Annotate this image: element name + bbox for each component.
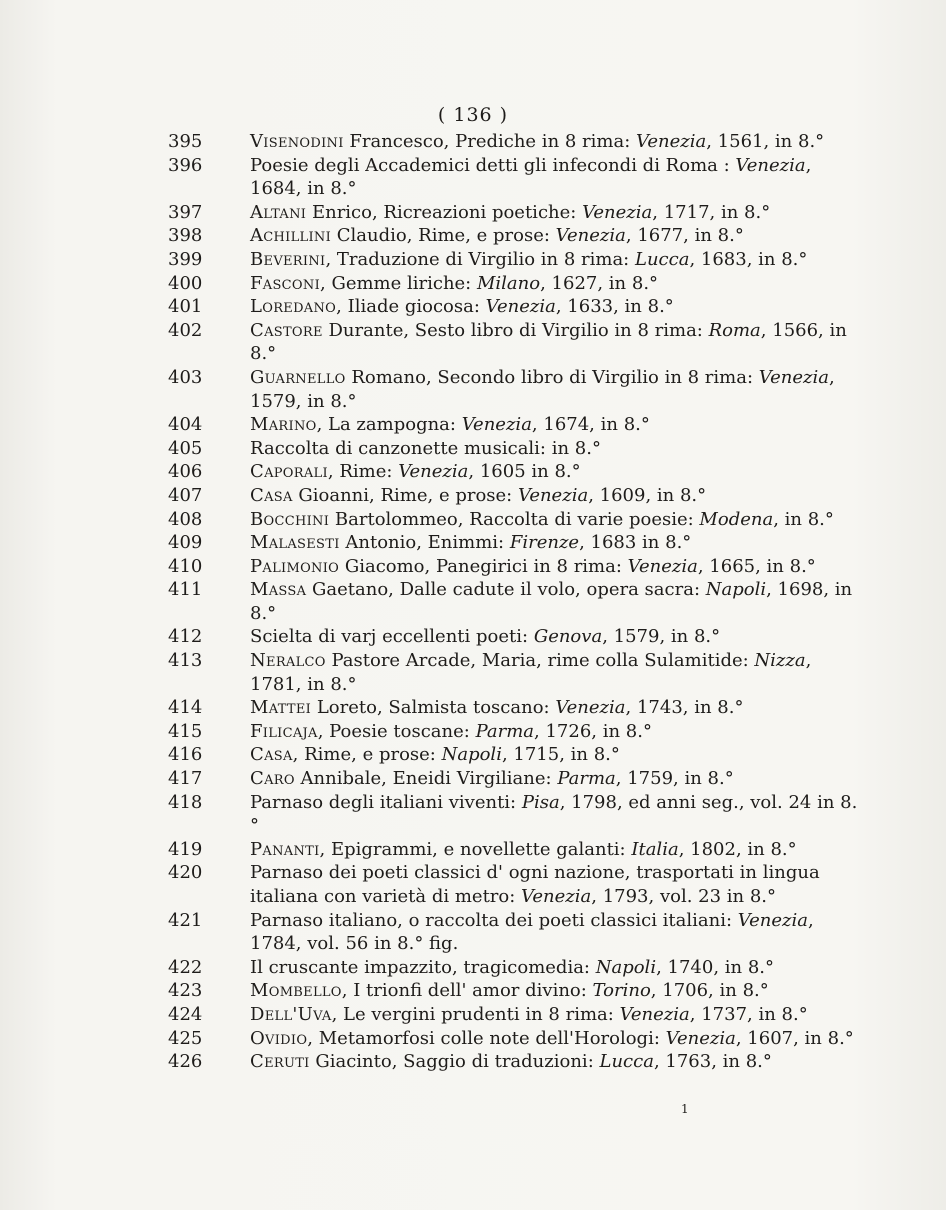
entry-author: Casa bbox=[250, 744, 293, 766]
entry-imprint: , 1665, in 8.° bbox=[697, 555, 816, 577]
catalog-entry bbox=[168, 248, 858, 272]
entry-body bbox=[250, 862, 820, 907]
entry-title: Durante, Sesto libro di Virgilio in 8 rima: bbox=[322, 319, 709, 341]
entry-title: Loreto, Salmista toscano: bbox=[311, 697, 556, 719]
entry-author: Dell'Uva bbox=[250, 1003, 332, 1025]
entry-title: , Rime, e prose: bbox=[292, 744, 442, 766]
entry-number: 420 bbox=[168, 862, 203, 884]
entry-title: Raccolta di canzonette musicali: bbox=[250, 437, 552, 459]
entry-body bbox=[250, 131, 824, 152]
entry-imprint: , 1698, in 8.° bbox=[250, 579, 853, 624]
entry-title: Enrico, Ricreazioni poetiche: bbox=[306, 201, 583, 223]
catalog-entry bbox=[168, 366, 858, 413]
entry-number: 399 bbox=[168, 248, 203, 270]
entry-title: Gioanni, Rime, e prose: bbox=[292, 484, 518, 506]
entry-number: 396 bbox=[168, 154, 203, 176]
entry-imprint: in 8.° bbox=[551, 437, 601, 459]
entry-author: Pananti bbox=[250, 838, 320, 860]
catalog-entry bbox=[168, 437, 858, 461]
entry-place: Napoli bbox=[705, 579, 767, 601]
entry-place: Venezia bbox=[737, 909, 808, 931]
entry-place: Venezia bbox=[485, 296, 556, 318]
entry-imprint: , 1743, in 8.° bbox=[625, 697, 744, 719]
entry-number: 422 bbox=[168, 956, 203, 978]
entry-imprint: , 1627, in 8.° bbox=[540, 272, 659, 294]
entry-author: Fasconi bbox=[250, 272, 320, 294]
entry-imprint: , 1759, in 8.° bbox=[615, 768, 734, 790]
catalog-entry bbox=[168, 696, 858, 720]
entry-title: , La zampogna: bbox=[316, 414, 462, 436]
entry-place: Venezia bbox=[555, 225, 626, 247]
entry-number: 419 bbox=[168, 838, 203, 860]
entry-title: , Poesie toscane: bbox=[317, 720, 476, 742]
entry-place: Parma bbox=[475, 720, 535, 742]
entry-title: Il cruscante impazzito, tragicomedia: bbox=[250, 956, 596, 978]
catalog-entry bbox=[168, 767, 858, 791]
entry-place: Venezia bbox=[461, 414, 532, 436]
entry-imprint: , 1677, in 8.° bbox=[625, 225, 744, 247]
entry-number: 401 bbox=[168, 296, 203, 318]
catalog-entry bbox=[168, 861, 858, 908]
entry-place: Napoli bbox=[441, 744, 502, 766]
entry-body bbox=[250, 532, 691, 553]
entry-place: Nizza bbox=[754, 650, 806, 672]
entry-title: Romano, Secondo libro di Virgilio in 8 rima: bbox=[345, 366, 759, 388]
entry-body bbox=[250, 697, 743, 718]
catalog-entry bbox=[168, 319, 858, 366]
entry-author: Filicaja bbox=[250, 720, 318, 742]
entry-author: Achillini bbox=[250, 225, 332, 247]
entry-place: Venezia bbox=[665, 1027, 736, 1049]
entry-number: 423 bbox=[168, 980, 203, 1002]
entry-title: Annibale, Eneidi Virgiliane: bbox=[294, 768, 558, 790]
entry-place: Torino bbox=[592, 980, 651, 1002]
entry-place: Modena bbox=[699, 508, 774, 530]
entry-imprint: , 1674, in 8.° bbox=[531, 414, 650, 436]
entry-imprint: , 1763, in 8.° bbox=[653, 1051, 772, 1073]
catalog-entry bbox=[168, 154, 858, 201]
entry-number: 407 bbox=[168, 484, 203, 506]
entry-imprint: , 1561, in 8.° bbox=[706, 131, 825, 152]
entry-body bbox=[250, 296, 674, 317]
entry-title: Parnaso degli italiani viventi: bbox=[250, 791, 522, 813]
entry-number: 413 bbox=[168, 650, 203, 672]
entry-title: Parnaso italiano, o raccolta dei poeti classici italiani: bbox=[250, 909, 738, 931]
entry-imprint: , 1633, in 8.° bbox=[555, 296, 674, 318]
entry-body bbox=[250, 225, 744, 246]
entry-body bbox=[250, 792, 857, 837]
entry-body bbox=[250, 320, 847, 365]
catalog-entries bbox=[168, 130, 858, 1074]
entry-imprint: , 1605 in 8.° bbox=[468, 461, 581, 483]
entry-author: Mombello bbox=[250, 980, 342, 1002]
entry-title: Giacinto, Saggio di traduzioni: bbox=[309, 1051, 600, 1073]
entry-author: Visenodini bbox=[250, 131, 344, 152]
entry-number: 415 bbox=[168, 720, 203, 742]
entry-place: Venezia bbox=[398, 461, 469, 483]
entry-author: Marino bbox=[250, 414, 317, 436]
entry-place: Venezia bbox=[758, 366, 829, 388]
catalog-entry bbox=[168, 460, 858, 484]
catalog-entry bbox=[168, 720, 858, 744]
entry-imprint: , 1579, in 8.° bbox=[250, 366, 835, 412]
catalog-entry bbox=[168, 272, 858, 296]
entry-number: 405 bbox=[168, 437, 203, 459]
entry-place: Venezia bbox=[735, 154, 806, 176]
entry-number: 418 bbox=[168, 791, 203, 813]
entry-title: Gaetano, Dalle cadute il volo, opera sacra: bbox=[306, 579, 706, 601]
entry-author: Altani bbox=[250, 201, 307, 223]
entry-title: Scielta di varj eccellenti poeti: bbox=[250, 626, 534, 648]
catalog-entry bbox=[168, 979, 858, 1003]
entry-imprint: , 1726, in 8.° bbox=[534, 720, 652, 742]
entry-number: 397 bbox=[168, 201, 203, 223]
entry-body bbox=[250, 273, 658, 294]
entry-imprint: , 1781, in 8.° bbox=[250, 650, 812, 695]
entry-body bbox=[250, 626, 720, 647]
entry-title: Claudio, Rime, e prose: bbox=[331, 225, 556, 247]
entry-body bbox=[250, 438, 601, 459]
entry-body bbox=[250, 721, 652, 742]
entry-author: Ceruti bbox=[250, 1051, 310, 1073]
entry-title: Pastore Arcade, Maria, rime colla Sulamitide: bbox=[325, 650, 755, 672]
entry-title: , Gemme liriche: bbox=[320, 272, 477, 294]
entry-body bbox=[250, 202, 770, 223]
catalog-entry bbox=[168, 956, 858, 980]
entry-number: 416 bbox=[168, 744, 203, 766]
entry-number: 400 bbox=[168, 272, 203, 294]
entry-imprint: , 1566, in 8.° bbox=[250, 319, 847, 365]
catalog-entry bbox=[168, 295, 858, 319]
entry-body bbox=[250, 768, 734, 789]
entry-imprint: , 1798, ed anni seg., vol. 24 in 8.° bbox=[250, 791, 858, 837]
entry-imprint: , 1802, in 8.° bbox=[678, 838, 797, 860]
catalog-entry bbox=[168, 555, 858, 579]
entry-imprint: , 1740, in 8.° bbox=[656, 956, 775, 978]
entry-number: 410 bbox=[168, 555, 203, 577]
entry-title: Francesco, Prediche in 8 rima: bbox=[343, 131, 636, 152]
catalog-entry bbox=[168, 130, 858, 154]
catalog-entry bbox=[168, 909, 858, 956]
catalog-entry bbox=[168, 508, 858, 532]
entry-place: Parma bbox=[557, 768, 616, 790]
entry-place: Venezia bbox=[555, 697, 626, 719]
catalog-entry bbox=[168, 1027, 858, 1051]
entry-author: Massa bbox=[250, 579, 307, 601]
entry-imprint: , 1579, in 8.° bbox=[602, 626, 721, 648]
entry-place: Milano bbox=[476, 272, 541, 294]
entry-place: Venezia bbox=[627, 555, 698, 577]
entry-place: Firenze bbox=[509, 532, 580, 554]
entry-author: Ovidio bbox=[250, 1027, 308, 1049]
entry-number: 412 bbox=[168, 626, 203, 648]
page-number: ( 136 ) bbox=[437, 104, 509, 126]
entry-imprint: , 1706, in 8.° bbox=[650, 980, 769, 1002]
entry-body bbox=[250, 1004, 808, 1025]
catalog-entry bbox=[168, 531, 858, 555]
entry-imprint: , 1715, in 8.° bbox=[501, 744, 620, 766]
entry-body bbox=[250, 1051, 772, 1072]
entry-body bbox=[250, 910, 814, 955]
entry-place: Venezia bbox=[636, 131, 707, 152]
entry-imprint: , 1683 in 8.° bbox=[579, 532, 692, 554]
entry-imprint: , 1683, in 8.° bbox=[689, 248, 808, 270]
entry-author: Beverini bbox=[250, 248, 326, 270]
entry-title: Giacomo, Panegirici in 8 rima: bbox=[339, 555, 628, 577]
entry-title: , Epigrammi, e novellette galanti: bbox=[319, 838, 632, 860]
entry-author: Bocchini bbox=[250, 508, 330, 530]
entry-number: 411 bbox=[168, 579, 203, 601]
entry-imprint: , 1793, vol. 23 in 8.° bbox=[591, 886, 777, 907]
entry-place: Lucca bbox=[599, 1051, 654, 1073]
catalog-entry bbox=[168, 201, 858, 225]
entry-body bbox=[250, 980, 769, 1001]
entry-body bbox=[250, 155, 811, 200]
entry-number: 398 bbox=[168, 225, 203, 247]
entry-number: 406 bbox=[168, 461, 203, 483]
entry-place: Italia bbox=[631, 838, 679, 860]
entry-body bbox=[250, 744, 620, 765]
entry-author: Caro bbox=[250, 768, 295, 790]
entry-imprint: , 1737, in 8.° bbox=[689, 1003, 808, 1025]
entry-title: , Le vergini prudenti in 8 rima: bbox=[331, 1003, 620, 1025]
catalog-entry bbox=[168, 484, 858, 508]
catalog-entry bbox=[168, 625, 858, 649]
entry-title: Parnaso dei poeti classici d' ogni nazione, trasportati in lingua italiana con varietà di metro: bbox=[250, 862, 820, 907]
entry-place: Napoli bbox=[595, 956, 657, 978]
entry-place: Pisa bbox=[521, 791, 560, 813]
entry-body bbox=[250, 485, 706, 506]
entry-number: 408 bbox=[168, 508, 203, 530]
entry-place: Venezia bbox=[619, 1003, 690, 1025]
entry-imprint: , 1609, in 8.° bbox=[588, 484, 707, 506]
entry-number: 417 bbox=[168, 768, 203, 790]
entry-imprint: , in 8.° bbox=[773, 508, 834, 530]
entry-title: Antonio, Enimmi: bbox=[339, 532, 510, 554]
entry-place: Roma bbox=[708, 319, 761, 341]
entry-number: 402 bbox=[168, 319, 203, 341]
entry-author: Palimonio bbox=[250, 555, 340, 577]
entry-place: Venezia bbox=[582, 201, 653, 223]
entry-number: 409 bbox=[168, 532, 203, 554]
catalog-entry bbox=[168, 1050, 858, 1074]
entry-place: Genova bbox=[533, 626, 603, 648]
entry-body bbox=[250, 414, 650, 435]
entry-number: 404 bbox=[168, 414, 203, 436]
entry-author: Mattei bbox=[250, 697, 312, 719]
entry-number: 426 bbox=[168, 1051, 203, 1073]
entry-author: Neralco bbox=[250, 650, 326, 672]
entry-imprint: , 1607, in 8.° bbox=[735, 1027, 854, 1049]
entry-title: , Metamorfosi colle note dell'Horologi: bbox=[307, 1027, 666, 1049]
entry-imprint: , 1784, vol. 56 in 8.° fig. bbox=[250, 909, 814, 955]
entry-number: 424 bbox=[168, 1003, 203, 1025]
entry-author: Loredano bbox=[250, 296, 337, 318]
entry-title: , Iliade giocosa: bbox=[336, 296, 486, 318]
entry-number: 403 bbox=[168, 366, 203, 388]
entry-number: 425 bbox=[168, 1027, 203, 1049]
entry-body bbox=[250, 556, 816, 577]
entry-title: Bartolommeo, Raccolta di varie poesie: bbox=[329, 508, 700, 530]
entry-number: 395 bbox=[168, 131, 203, 152]
entry-author: Casa bbox=[250, 484, 293, 506]
entry-author: Castore bbox=[250, 319, 323, 341]
entry-body bbox=[250, 461, 581, 482]
entry-body bbox=[250, 509, 834, 530]
catalog-entry bbox=[168, 649, 858, 696]
catalog-entry bbox=[168, 224, 858, 248]
entry-author: Malasesti bbox=[250, 532, 340, 554]
catalog-entry bbox=[168, 1003, 858, 1027]
entry-title: Poesie degli Accademici detti gli infecondi di Roma : bbox=[250, 154, 736, 176]
entry-author: Guarnello bbox=[250, 366, 346, 388]
entry-place: Venezia bbox=[521, 886, 592, 907]
catalog-entry bbox=[168, 743, 858, 767]
entry-body bbox=[250, 367, 835, 412]
entry-body bbox=[250, 650, 811, 695]
entry-title: , Traduzione di Virgilio in 8 rima: bbox=[325, 248, 635, 270]
entry-title: , Rime: bbox=[327, 461, 399, 483]
catalog-entry bbox=[168, 791, 858, 838]
entry-body bbox=[250, 839, 797, 860]
entry-place: Venezia bbox=[517, 484, 589, 506]
entry-author: Caporali bbox=[250, 461, 328, 483]
footer-mark: 1 bbox=[681, 1102, 689, 1116]
entry-place: Lucca bbox=[634, 248, 690, 270]
entry-body bbox=[250, 957, 774, 978]
catalog-entry bbox=[168, 413, 858, 437]
entry-body bbox=[250, 579, 852, 624]
entry-body bbox=[250, 1028, 854, 1049]
entry-imprint: , 1717, in 8.° bbox=[652, 201, 771, 223]
entry-imprint: , 1684, in 8.° bbox=[250, 154, 812, 200]
entry-number: 421 bbox=[168, 909, 203, 931]
entry-number: 414 bbox=[168, 697, 203, 719]
entry-title: , I trionfi dell' amor divino: bbox=[341, 980, 593, 1002]
entry-body bbox=[250, 249, 807, 270]
catalog-entry bbox=[168, 838, 858, 862]
catalog-entry bbox=[168, 578, 858, 625]
